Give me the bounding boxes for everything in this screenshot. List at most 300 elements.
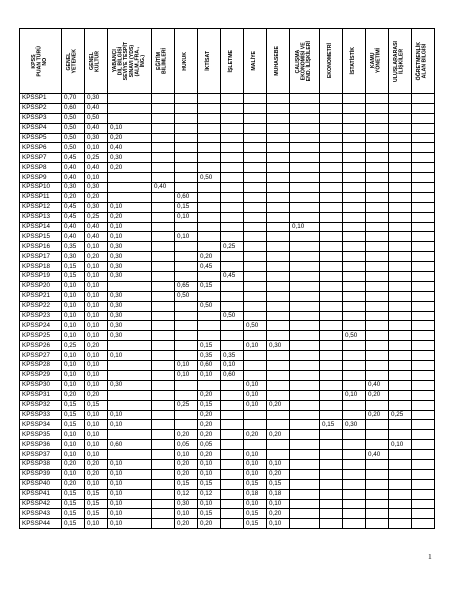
weight-cell: 0,15 [198,281,221,291]
weight-cell [389,281,412,291]
weight-cell [221,183,244,193]
weight-cell [267,123,290,133]
weight-cell [198,202,221,212]
weight-cell: 0,20 [85,390,108,400]
weight-cell [366,440,389,450]
weight-cell: 0,20 [85,252,108,262]
weight-cell [320,133,343,143]
weight-cell [290,173,320,183]
weight-cell [290,272,320,282]
weight-cell [152,469,175,479]
weight-cell [152,331,175,341]
weight-cell [343,469,366,479]
weight-cell [389,370,412,380]
weight-cell [198,123,221,133]
weight-cell: 0,15 [62,400,85,410]
weight-cell [175,420,198,430]
weight-cell: 0,15 [198,400,221,410]
weight-cell [221,192,244,202]
column-header [320,29,343,94]
weight-cell [267,143,290,153]
weight-cell [389,390,412,400]
weight-cell [152,459,175,469]
weight-cell [175,222,198,232]
weight-cell [221,420,244,430]
weight-cell [152,252,175,262]
weight-cell [221,202,244,212]
weight-cell [366,331,389,341]
weight-cell [320,183,343,193]
weight-cell [290,133,320,143]
weight-cell [343,153,366,163]
weight-cell: 0,30 [108,301,152,311]
weight-cell [343,509,366,519]
weight-cell [389,202,412,212]
weight-cell [175,331,198,341]
weight-cell [343,341,366,351]
row-label-cell: KPSSP30 [20,380,62,390]
weight-cell: 0,10 [62,281,85,291]
weight-cell: 0,40 [366,450,389,460]
weight-cell [198,133,221,143]
weight-cell [175,133,198,143]
weight-cell: 0,10 [175,361,198,371]
weight-cell [175,410,198,420]
weight-cell [320,94,343,104]
weight-cell [412,183,435,193]
weight-cell: 0,40 [85,222,108,232]
weight-cell [152,262,175,272]
weight-cell [152,103,175,113]
weight-cell [343,489,366,499]
weight-cell [320,341,343,351]
weight-cell: 0,10 [108,123,152,133]
weight-cell [366,103,389,113]
weight-cell [412,459,435,469]
row-label-cell: KPSSP23 [20,311,62,321]
weight-cell: 0,50 [62,123,85,133]
weight-cell: 0,10 [175,509,198,519]
column-header [108,29,152,94]
weight-cell [366,361,389,371]
weight-cell: 0,10 [85,410,108,420]
weight-cell: 0,20 [267,430,290,440]
weight-cell: 0,50 [198,301,221,311]
weight-cell [389,380,412,390]
weight-cell [412,103,435,113]
weight-cell: 0,10 [175,370,198,380]
table-row [20,252,435,262]
weight-cell [412,321,435,331]
weight-cell: 0,10 [85,479,108,489]
weight-cell: 0,40 [62,232,85,242]
weight-cell: 0,45 [62,202,85,212]
weight-cell [366,133,389,143]
weight-cell [343,272,366,282]
weight-cell [244,173,267,183]
weight-cell: 0,15 [320,420,343,430]
weight-cell: 0,25 [221,242,244,252]
weight-cell: 0,25 [85,153,108,163]
weight-cell [108,192,152,202]
weight-cell [366,113,389,123]
weight-cell [389,331,412,341]
weight-cell: 0,10 [108,222,152,232]
weight-cell [221,173,244,183]
table-row [20,262,435,272]
weight-cell [108,103,152,113]
column-header-label: MUHASEBE [274,46,281,76]
weight-cell [412,331,435,341]
weight-cell [175,183,198,193]
weight-cell: 0,30 [62,252,85,262]
weight-cell [412,272,435,282]
row-label-cell: KPSSP21 [20,291,62,301]
weight-cell [290,242,320,252]
table-body [20,94,435,529]
weight-cell [412,410,435,420]
weight-cell [343,321,366,331]
weight-cell [389,430,412,440]
weight-cell: 0,10 [85,272,108,282]
row-label-cell: KPSSP32 [20,400,62,410]
weight-cell: 0,10 [85,430,108,440]
weight-cell [412,450,435,460]
weight-cell [244,133,267,143]
weight-cell [244,262,267,272]
table-row [20,173,435,183]
weight-cell: 0,30 [108,252,152,262]
weight-cell [412,173,435,183]
weight-cell [320,351,343,361]
page-number: 1 [428,552,432,561]
weight-cell: 0,10 [85,519,108,529]
weight-cell [290,262,320,272]
row-label-cell: KPSSP42 [20,499,62,509]
weight-cell: 0,12 [175,489,198,499]
weight-cell [343,183,366,193]
weight-cell [221,153,244,163]
weight-cell [175,351,198,361]
weight-cell [320,519,343,529]
row-label-cell: KPSSP29 [20,370,62,380]
weight-cell: 0,05 [175,440,198,450]
weight-cell [152,370,175,380]
table-row [20,153,435,163]
weight-cell [412,202,435,212]
row-label-cell: KPSSP4 [20,123,62,133]
weight-cell: 0,40 [85,103,108,113]
weight-cell: 0,20 [85,192,108,202]
weight-cell [290,519,320,529]
weight-cell: 0,45 [62,153,85,163]
row-label-cell: KPSSP9 [20,173,62,183]
table-row [20,519,435,529]
row-label-cell: KPSSP7 [20,153,62,163]
weight-cell [366,341,389,351]
weight-cell [343,440,366,450]
weight-cell [320,113,343,123]
weight-cell: 0,10 [244,459,267,469]
weight-cell [389,351,412,361]
weight-cell: 0,15 [175,202,198,212]
weight-cell [320,321,343,331]
weight-cell [366,173,389,183]
weight-cell [343,123,366,133]
weight-cell: 0,10 [244,390,267,400]
weight-cell [152,400,175,410]
column-header-label: ÖĞRETMENLİK ALAN BİLGİSİ [416,41,428,81]
weight-cell [198,311,221,321]
weight-cell [366,400,389,410]
weight-cell [152,440,175,450]
column-header-label: İKTİSAT [205,51,212,71]
table-row [20,281,435,291]
weight-cell: 0,10 [85,321,108,331]
table-row [20,489,435,499]
weight-cell [290,341,320,351]
weight-cell: 0,10 [62,321,85,331]
weight-cell: 0,15 [85,509,108,519]
weight-cell [152,153,175,163]
column-header-wrap [320,29,342,93]
weight-cell [343,242,366,252]
weight-cell [366,183,389,193]
weight-cell: 0,20 [62,192,85,202]
row-label-cell: KPSSP6 [20,143,62,153]
weight-cell [221,123,244,133]
weight-cell [198,163,221,173]
weight-cell [366,262,389,272]
weight-cell: 0,60 [198,361,221,371]
weight-cell [290,301,320,311]
weight-cell [267,420,290,430]
weight-cell [152,430,175,440]
weight-cell: 0,20 [366,390,389,400]
weight-cell [221,133,244,143]
table-row [20,410,435,420]
weight-cell: 0,05 [198,440,221,450]
weight-cell [320,291,343,301]
weight-cell [389,450,412,460]
weight-cell [412,113,435,123]
weight-cell [290,469,320,479]
weight-cell: 0,10 [62,430,85,440]
weight-cell [290,380,320,390]
weight-cell [175,153,198,163]
weight-cell [290,291,320,301]
row-label-cell: KPSSP26 [20,341,62,351]
weight-cell: 0,10 [62,301,85,311]
weight-cell [267,450,290,460]
weight-cell [267,331,290,341]
weight-cell: 0,20 [198,252,221,262]
row-label-cell: KPSSP5 [20,133,62,143]
weight-cell [343,173,366,183]
weight-cell: 0,35 [198,351,221,361]
column-header-wrap [267,29,289,93]
weight-cell [152,133,175,143]
table-row [20,469,435,479]
weight-cell [389,173,412,183]
weight-cell: 0,25 [85,212,108,222]
weight-cell: 0,10 [85,361,108,371]
weight-cell [175,311,198,321]
weight-cell [267,212,290,222]
row-label-cell: KPSSP27 [20,351,62,361]
weight-cell: 0,50 [221,311,244,321]
weight-cell: 0,70 [62,94,85,104]
weight-cell: 0,12 [198,489,221,499]
weight-cell: 0,40 [85,232,108,242]
weight-cell: 0,20 [366,410,389,420]
weight-cell: 0,40 [108,143,152,153]
weight-cell [320,262,343,272]
weight-cell [152,173,175,183]
weight-cell [389,192,412,202]
weight-cell [290,400,320,410]
weight-cell: 0,10 [62,351,85,361]
weight-cell: 0,30 [85,202,108,212]
weight-cell: 0,30 [108,242,152,252]
weight-cell [175,103,198,113]
weight-cell [366,370,389,380]
table-row [20,341,435,351]
column-header [343,29,366,94]
weight-cell [290,153,320,163]
table-row [20,361,435,371]
row-label-cell: KPSSP43 [20,509,62,519]
weight-cell [389,272,412,282]
weight-cell: 0,20 [108,133,152,143]
weight-cell [108,94,152,104]
weight-cell [152,123,175,133]
weight-cell [175,390,198,400]
weight-cell [389,301,412,311]
weight-cell [343,291,366,301]
weight-cell [175,301,198,311]
weight-cell: 0,15 [198,479,221,489]
weight-cell [412,311,435,321]
weight-cell [412,489,435,499]
weight-cell [412,509,435,519]
weight-cell [389,123,412,133]
weight-cell: 0,10 [244,400,267,410]
weight-cell [389,499,412,509]
weight-cell [175,341,198,351]
weight-cell: 0,10 [62,380,85,390]
row-label-cell: KPSSP8 [20,163,62,173]
column-header [221,29,244,94]
weight-cell [267,262,290,272]
weight-cell [152,143,175,153]
weight-cell [267,103,290,113]
column-header-wrap [85,29,107,93]
weight-cell [267,361,290,371]
table-row [20,212,435,222]
weight-cell [290,489,320,499]
weight-cell [412,499,435,509]
weight-cell: 0,20 [244,430,267,440]
column-header-label: EĞİTİM BİLİMLERİ [156,48,168,74]
weight-cell: 0,60 [108,440,152,450]
weight-cell [152,202,175,212]
weight-cell [412,281,435,291]
row-label-cell: KPSSP3 [20,113,62,123]
column-header [20,29,62,94]
weight-cell [320,281,343,291]
weight-cell [221,232,244,242]
row-label-cell: KPSSP39 [20,469,62,479]
column-header-wrap [152,29,174,93]
weight-cell [244,222,267,232]
weight-cell [221,222,244,232]
weight-cell [290,202,320,212]
weight-cell [221,103,244,113]
weight-cell [290,94,320,104]
weight-cell [198,143,221,153]
weight-cell [389,459,412,469]
weight-cell [389,133,412,143]
table-row [20,420,435,430]
weight-cell [366,163,389,173]
weight-cell [412,519,435,529]
table-row [20,400,435,410]
weight-cell [412,341,435,351]
weight-cell [267,440,290,450]
weight-cell [389,143,412,153]
weight-cell [343,351,366,361]
column-header-wrap [198,29,220,93]
column-header [244,29,267,94]
row-label-cell: KPSSP24 [20,321,62,331]
table-row [20,321,435,331]
table-row [20,430,435,440]
column-header [198,29,221,94]
weight-cell [152,163,175,173]
weight-cell [343,301,366,311]
column-header-label: KPSS PUAN TÜRÜ NO [31,45,49,77]
column-header-label: HUKUK [182,51,189,71]
weight-cell [221,143,244,153]
weight-cell [343,222,366,232]
weight-cell: 0,15 [62,420,85,430]
weight-cell [389,103,412,113]
weight-cell: 0,30 [85,183,108,193]
weight-cell [412,430,435,440]
weight-cell: 0,20 [267,469,290,479]
weight-cell [389,489,412,499]
weight-cell: 0,10 [62,311,85,321]
weight-cell: 0,15 [85,499,108,509]
weight-cell [412,469,435,479]
weight-cell: 0,10 [85,351,108,361]
weight-cell: 0,30 [108,321,152,331]
weight-cell [244,420,267,430]
weight-cell [198,94,221,104]
weight-cell: 0,10 [108,479,152,489]
weight-cell: 0,30 [85,133,108,143]
weight-cell: 0,10 [108,420,152,430]
weight-cell [366,94,389,104]
weight-cell: 0,45 [62,212,85,222]
weight-cell [320,370,343,380]
weight-cell: 0,20 [175,430,198,440]
weight-cell [198,103,221,113]
column-header-wrap [175,29,197,93]
weight-cell [366,301,389,311]
weight-cell [320,252,343,262]
